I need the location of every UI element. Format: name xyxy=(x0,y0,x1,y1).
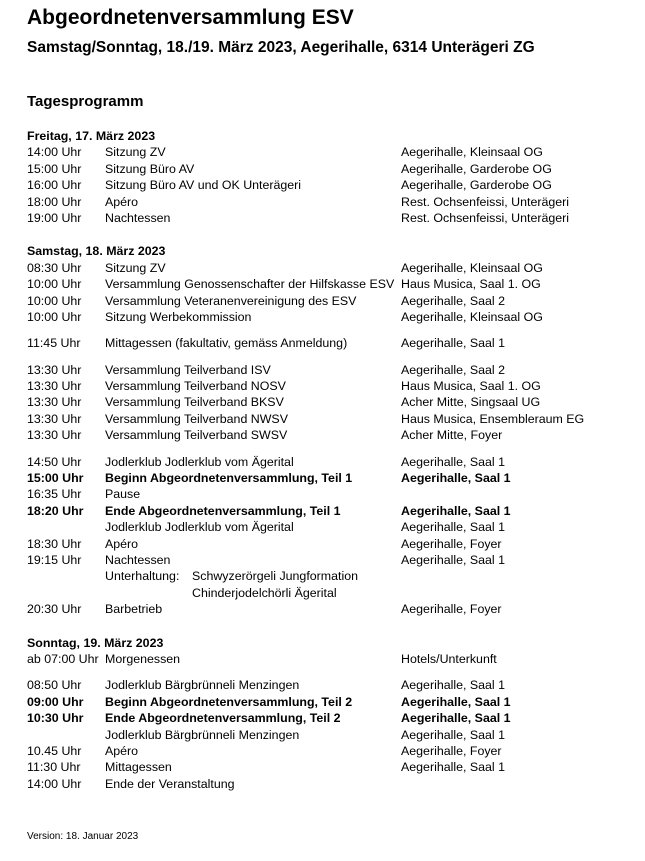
row-time: 19:15 Uhr xyxy=(27,552,82,567)
schedule-row xyxy=(27,177,627,193)
schedule-row xyxy=(27,694,627,710)
row-location: Aegerihalle, Kleinsaal OG xyxy=(401,145,543,160)
row-time: 08:50 Uhr xyxy=(27,678,82,693)
schedule-row xyxy=(27,651,627,667)
row-location: Aegerihalle, Saal 1 xyxy=(401,471,511,486)
row-event: Apéro xyxy=(105,194,139,209)
schedule-row xyxy=(27,486,627,502)
row-location: Haus Musica, Saal 1. OG xyxy=(401,277,541,292)
row-event: Mittagessen xyxy=(105,760,172,775)
row-location: Acher Mitte, Singsaal UG xyxy=(401,395,541,410)
row-location: Aegerihalle, Saal 1 xyxy=(401,454,506,469)
row-time: 13:30 Uhr xyxy=(27,395,82,410)
day-block xyxy=(27,128,627,226)
day-block xyxy=(27,635,627,793)
document-title: Abgeordnetenversammlung ESV xyxy=(27,6,354,29)
row-location: Rest. Ochsenfeissi, Unterägeri xyxy=(401,194,570,209)
row-time: 10:00 Uhr xyxy=(27,277,82,292)
row-event: Sitzung Büro AV und OK Unterägeri xyxy=(105,178,302,193)
schedule-row xyxy=(27,568,627,584)
section-heading: Tagesprogramm xyxy=(27,93,144,110)
schedule-row xyxy=(27,210,627,226)
schedule-row xyxy=(27,677,627,693)
row-event: Nachtessen xyxy=(105,552,171,567)
entertainment-label: Unterhaltung: xyxy=(105,569,180,584)
row-event: Nachtessen xyxy=(105,210,171,225)
row-time: 18:30 Uhr xyxy=(27,536,82,551)
schedule-row xyxy=(27,536,627,552)
row-time: 13:30 Uhr xyxy=(27,411,82,426)
row-event: Jodlerklub Jodlerklub vom Ägerital xyxy=(105,520,294,535)
schedule-row xyxy=(27,503,627,519)
row-location: Aegerihalle, Saal 1 xyxy=(401,760,506,775)
row-event: Barbetrieb xyxy=(105,602,163,617)
schedule-row xyxy=(27,161,627,177)
row-time: 15:00 Uhr xyxy=(27,161,82,176)
row-time: 09:00 Uhr xyxy=(27,694,84,709)
row-location: Haus Musica, Saal 1. OG xyxy=(401,379,541,394)
day-block xyxy=(27,243,627,617)
row-time: 10:00 Uhr xyxy=(27,309,82,324)
schedule-row xyxy=(27,260,627,276)
row-location: Hotels/Unterkunft xyxy=(401,651,497,666)
row-event: Versammlung Teilverband NOSV xyxy=(105,379,286,394)
row-event: Beginn Abgeordnetenversammlung, Teil 2 xyxy=(105,694,353,709)
row-event: Sitzung ZV xyxy=(105,260,166,275)
program-schedule xyxy=(27,128,627,792)
row-time: 15:00 Uhr xyxy=(27,471,84,486)
row-time: 16:35 Uhr xyxy=(27,487,82,502)
schedule-row xyxy=(27,144,627,160)
row-event: Jodlerklub Bärgbrünneli Menzingen xyxy=(105,678,300,693)
row-location: Aegerihalle, Saal 1 xyxy=(401,694,511,709)
row-event: Versammlung Genossenschafter der Hilfskasse ESV xyxy=(105,277,395,292)
row-location: Rest. Ochsenfeissi, Unterägeri xyxy=(401,210,570,225)
row-event: Ende Abgeordnetenversammlung, Teil 2 xyxy=(105,711,341,726)
version-note: Version: 18. Januar 2023 xyxy=(27,831,139,842)
row-time: 16:00 Uhr xyxy=(27,178,82,193)
row-event: Apéro xyxy=(105,536,139,551)
row-time: 13:30 Uhr xyxy=(27,362,82,377)
row-location: Haus Musica, Ensembleraum EG xyxy=(401,411,585,426)
schedule-row xyxy=(27,759,627,775)
row-time: 13:30 Uhr xyxy=(27,379,82,394)
row-time: 13:30 Uhr xyxy=(27,428,82,443)
schedule-row xyxy=(27,293,627,309)
entertainment-act: Chinderjodelchörli Ägerital xyxy=(192,585,337,600)
day-heading: Sonntag, 19. März 2023 xyxy=(27,635,164,650)
row-location: Aegerihalle, Saal 2 xyxy=(401,293,506,308)
row-location: Aegerihalle, Saal 1 xyxy=(401,711,511,726)
row-event: Versammlung Teilverband BKSV xyxy=(105,395,284,410)
schedule-row xyxy=(27,335,627,351)
schedule-row xyxy=(27,362,627,378)
row-location: Aegerihalle, Saal 2 xyxy=(401,362,506,377)
row-time: 19:00 Uhr xyxy=(27,210,82,225)
document-subtitle: Samstag/Sonntag, 18./19. März 2023, Aegerihalle, 6314 Unterägeri ZG xyxy=(27,39,535,56)
entertainment-act: Schwyzerörgeli Jungformation xyxy=(192,569,358,584)
row-location: Aegerihalle, Kleinsaal OG xyxy=(401,260,543,275)
row-time: 11:45 Uhr xyxy=(27,336,81,351)
schedule-row xyxy=(27,427,627,443)
row-event: Apéro xyxy=(105,743,139,758)
schedule-row xyxy=(27,394,627,410)
row-time: 14:00 Uhr xyxy=(27,776,82,791)
row-event: Jodlerklub Jodlerklub vom Ägerital xyxy=(105,454,294,469)
schedule-row xyxy=(27,411,627,427)
row-time: 18:20 Uhr xyxy=(27,503,84,518)
schedule-row xyxy=(27,470,627,486)
schedule-row xyxy=(27,743,627,759)
schedule-row xyxy=(27,727,627,743)
row-location: Aegerihalle, Saal 1 xyxy=(401,552,506,567)
row-time: 20:30 Uhr xyxy=(27,602,82,617)
row-location: Aegerihalle, Foyer xyxy=(401,536,502,551)
row-location: Aegerihalle, Foyer xyxy=(401,602,502,617)
schedule-row xyxy=(27,454,627,470)
row-event: Versammlung Teilverband SWSV xyxy=(105,428,288,443)
row-event: Ende der Veranstaltung xyxy=(105,776,235,791)
day-heading: Samstag, 18. März 2023 xyxy=(27,244,166,259)
row-event: Jodlerklub Bärgbrünneli Menzingen xyxy=(105,727,300,742)
schedule-row xyxy=(27,309,627,325)
row-location: Aegerihalle, Saal 1 xyxy=(401,503,511,518)
row-time: 11:30 Uhr xyxy=(27,760,81,775)
schedule-row xyxy=(27,378,627,394)
row-time: ab 07:00 Uhr xyxy=(27,651,99,666)
schedule-row xyxy=(27,601,627,617)
schedule-row xyxy=(27,276,627,292)
row-event: Pause xyxy=(105,487,141,502)
row-location: Aegerihalle, Garderobe OG xyxy=(401,161,552,176)
schedule-row xyxy=(27,776,627,792)
row-time: 08:30 Uhr xyxy=(27,260,82,275)
row-event: Morgenessen xyxy=(105,651,181,666)
row-event: Versammlung Teilverband ISV xyxy=(105,362,271,377)
row-event: Versammlung Teilverband NWSV xyxy=(105,411,288,426)
row-event: Versammlung Veteranenvereinigung des ESV xyxy=(105,293,357,308)
schedule-row xyxy=(27,552,627,568)
schedule-row xyxy=(27,710,627,726)
row-event: Sitzung ZV xyxy=(105,145,166,160)
row-time: 18:00 Uhr xyxy=(27,194,82,209)
row-location: Aegerihalle, Kleinsaal OG xyxy=(401,309,543,324)
schedule-row xyxy=(27,585,627,601)
row-event: Sitzung Büro AV xyxy=(105,161,195,176)
row-location: Aegerihalle, Saal 1 xyxy=(401,336,506,351)
schedule-row xyxy=(27,519,627,535)
row-location: Aegerihalle, Saal 1 xyxy=(401,727,506,742)
row-time: 10:30 Uhr xyxy=(27,711,84,726)
row-time: 10:00 Uhr xyxy=(27,293,82,308)
day-heading: Freitag, 17. März 2023 xyxy=(27,129,156,143)
row-event: Mittagessen (fakultativ, gemäss Anmeldung) xyxy=(105,336,348,351)
row-time: 14:00 Uhr xyxy=(27,145,82,160)
schedule-row xyxy=(27,194,627,210)
row-time: 10.45 Uhr xyxy=(27,743,82,758)
row-location: Aegerihalle, Saal 1 xyxy=(401,520,506,535)
row-event: Sitzung Werbekommission xyxy=(105,309,252,324)
row-event: Beginn Abgeordnetenversammlung, Teil 1 xyxy=(105,471,353,486)
row-location: Acher Mitte, Foyer xyxy=(401,428,503,443)
row-location: Aegerihalle, Foyer xyxy=(401,743,502,758)
row-event: Ende Abgeordnetenversammlung, Teil 1 xyxy=(105,503,341,518)
row-time: 14:50 Uhr xyxy=(27,454,82,469)
row-location: Aegerihalle, Garderobe OG xyxy=(401,178,552,193)
row-location: Aegerihalle, Saal 1 xyxy=(401,678,506,693)
